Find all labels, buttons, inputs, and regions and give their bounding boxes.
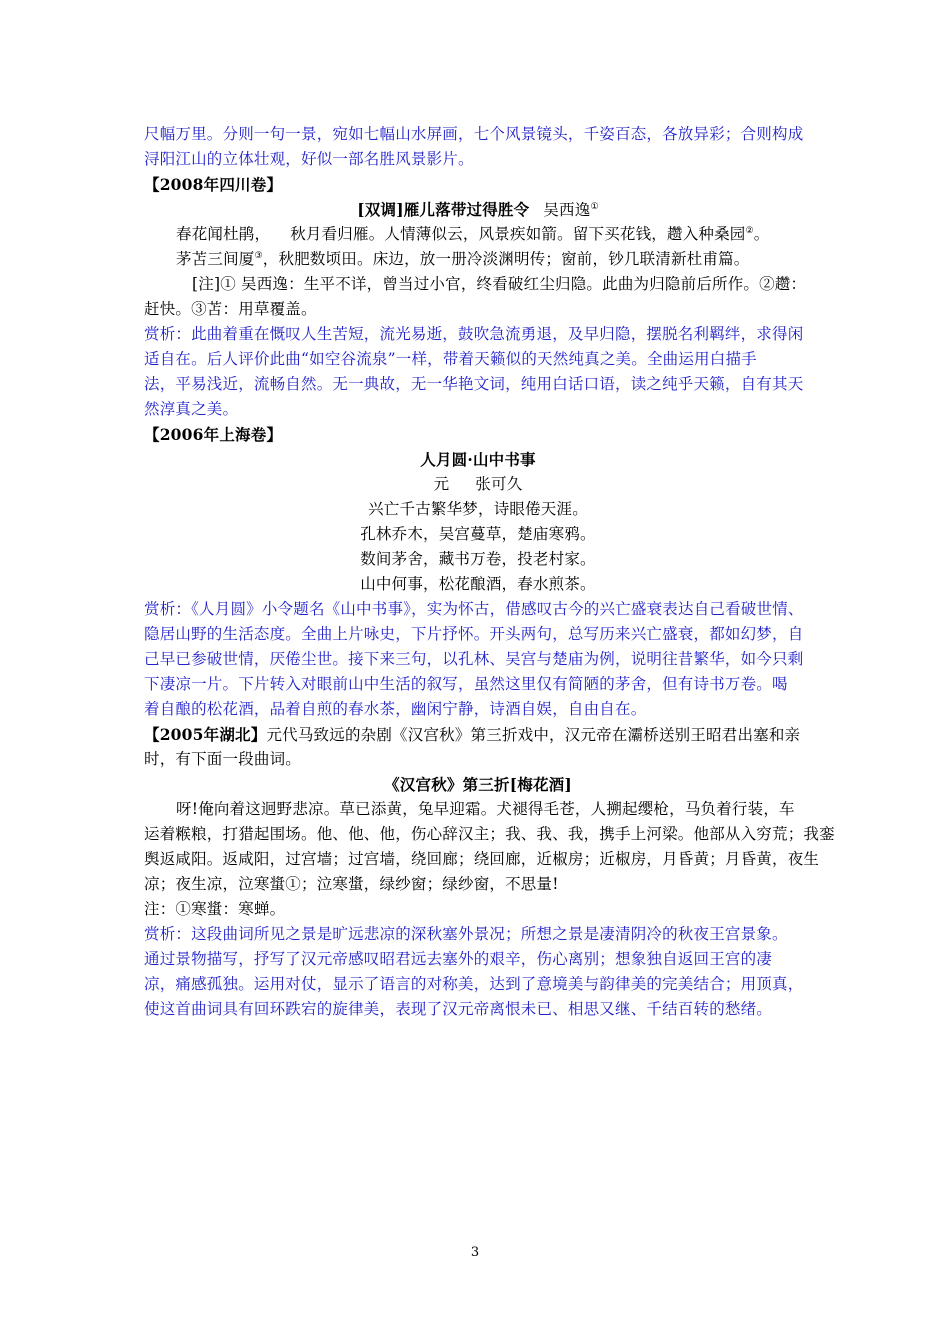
author-name: 张可久 [475, 475, 523, 493]
text-line: 《汉宫秋》第三折[梅花酒] [384, 775, 572, 794]
text-line: 【2008年四川卷】 [144, 175, 283, 194]
text-line [144, 722, 812, 747]
poem-line [144, 247, 812, 272]
text-line: 运着糇粮，打猎起围场。他、他、他，伤心辞汉主；我、我、我，携手上河梁。他部从入穷荒；我銮 [144, 825, 835, 843]
text-line: 赏析：《人月圆》小令题名《山中书事》，实为怀古，借感叹古今的兴亡盛衰表达自己看破世情、 [144, 600, 804, 618]
section-heading: 【2005年湖北】 [144, 725, 267, 744]
text-line: 呀!俺向着这迥野悲凉。草已添黄，兔早迎霜。犬褪得毛苍，人搠起缨枪，马负着行装，车 [176, 800, 795, 818]
poem-text: 秋月看归雁。人情薄似云，风景疾如箭。留下买花钱，趱入种桑园 [290, 225, 746, 243]
text-line: 适自在。后人评价此曲“如空谷流泉”一样，带着天籁似的天然纯真之美。全曲运用白描手 [144, 350, 757, 368]
text-line: 时，有下面一段曲词。 [144, 750, 302, 768]
text-line: [注]① 吴西逸：生平不详，曾当过小官，终看破红尘归隐。此曲为归隐前后所作。②趱： [192, 275, 807, 293]
text-line: 人月圆·山中书事 [420, 450, 536, 469]
text-line: 赏析：此曲着重在慨叹人生苦短，流光易逝，鼓吹急流勇退，及早归隐，摆脱名利羁绊，求得闲 [144, 325, 804, 343]
text-line: 浔阳江山的立体壮观，好似一部名胜风景影片。 [144, 150, 474, 168]
text-line: 法，平易浅近，流畅自然。无一典故，无一华艳文词，纯用白话口语，读之纯乎天籁，自有其天 [144, 375, 804, 393]
text-line: 通过景物描写，抒写了汉元帝感叹昭君远去塞外的艰辛，伤心离别；想象独自返回王宫的凄 [144, 950, 773, 968]
poem-line [144, 222, 812, 247]
text-line: 尺幅万里。分则一句一景，宛如七幅山水屏画，七个风景镜头，千姿百态，各放异彩；合则构成 [144, 125, 804, 143]
author-line [144, 472, 812, 497]
page-number: 3 [470, 1245, 480, 1260]
text-line: 凉；夜生凉，泣寒螀①；泣寒螀，绿纱窗；绿纱窗，不思量! [144, 875, 559, 893]
poem-text: 。 [753, 225, 770, 243]
footnote-mark: ③ [254, 250, 263, 261]
piece-title-line [144, 197, 812, 222]
text-line: 着自酿的松花酒，品着自煎的春水茶，幽闲宁静，诗酒自娱，自由自在。 [144, 700, 647, 718]
text-line: 己早已参破世情，厌倦尘世。接下来三句，以孔林、吴宫与楚庙为例，说明往昔繁华，如今只剩 [144, 650, 804, 668]
footnote-mark: ② [745, 225, 754, 236]
poem-text: 春花闻杜鹃， [176, 225, 271, 243]
text-line: 下凄凉一片。下片转入对眼前山中生活的叙写，虽然这里仅有简陋的茅舍，但有诗书万卷。喝 [144, 675, 788, 693]
text-line: 隐居山野的生活态度。全曲上片咏史，下片抒怀。开头两句，总写历来兴亡盛衰，都如幻梦，自 [144, 625, 804, 643]
piece-title: [双调]雁儿落带过得胜令 [357, 200, 530, 219]
text-line: 【2006年上海卷】 [144, 425, 283, 444]
text-line: 兴亡千古繁华梦，诗眼倦天涯。 [368, 500, 588, 518]
piece-author: 吴西逸 [543, 201, 591, 219]
document-body [144, 122, 835, 1022]
text-line: 注：①寒螀：寒蝉。 [144, 900, 286, 918]
text-line: 使这首曲词具有回环跌宕的旋律美，表现了汉元帝离恨未已、相思又继、千结百转的愁绪。 [144, 1000, 773, 1018]
footnote-mark: ① [590, 201, 599, 212]
intro-text: 元代马致远的杂剧《汉宫秋》第三折戏中，汉元帝在灞桥送别王昭君出塞和亲 [266, 726, 801, 744]
dynasty: 元 [433, 475, 450, 493]
text-line: 然淳真之美。 [144, 400, 239, 418]
text-line: 赏析：这段曲词所见之景是旷远悲凉的深秋塞外景况；所想之景是凄清阴冷的秋夜王宫景象。 [144, 925, 788, 943]
text-line: 赶快。③苫：用草覆盖。 [144, 300, 317, 318]
text-line: 数间茅舍，藏书万卷，投老村家。 [360, 550, 596, 568]
text-line: 舆返咸阳。返咸阳，过宫墙；过宫墙，绕回廊；绕回廊，近椒房；近椒房，月昏黄；月昏黄，夜生 [144, 850, 820, 868]
poem-text: 茅苫三间厦 [176, 250, 255, 268]
text-line: 凉，痛感孤独。运用对仗，显示了语言的对称美，达到了意境美与韵律美的完美结合；用顶真， [144, 975, 804, 993]
poem-text: ，秋肥数顷田。床边，放一册冷淡渊明传；窗前，钞几联清新杜甫篇。 [262, 250, 750, 268]
text-line: 山中何事，松花酿酒，春水煎茶。 [360, 575, 596, 593]
text-line: 孔林乔木，吴宫蔓草，楚庙寒鸦。 [360, 525, 596, 543]
